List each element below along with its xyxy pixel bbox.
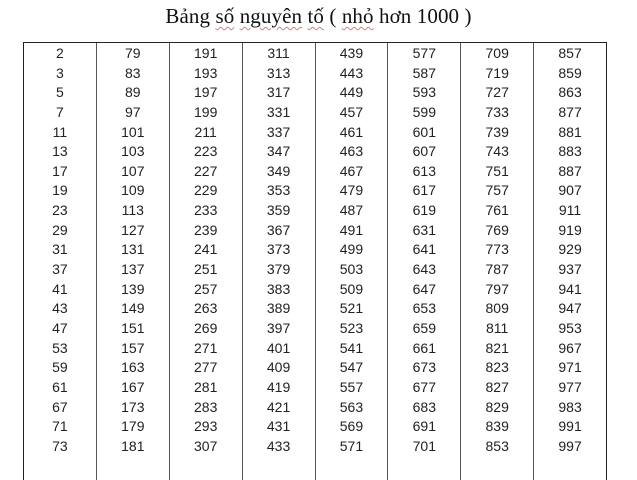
table-cell: 23 — [52, 202, 68, 219]
table-cell: 971 — [558, 359, 582, 376]
table-cell: 73 — [52, 437, 68, 454]
table-cell: 367 — [266, 221, 291, 238]
table-cell: 569 — [339, 418, 364, 435]
table-cell: 179 — [121, 418, 145, 435]
table-cell: 223 — [194, 143, 218, 160]
table-cell: 647 — [412, 280, 436, 297]
table-cell: 487 — [339, 202, 364, 219]
table-column-4 — [243, 43, 316, 480]
table-cell: 227 — [194, 162, 218, 179]
table-cell: 643 — [412, 261, 436, 278]
table-cell: 829 — [485, 398, 509, 415]
table-cell: 37 — [52, 261, 68, 278]
table-cell: 449 — [339, 84, 364, 101]
title-word-bang: Bảng — [165, 4, 216, 28]
table-cell: 331 — [266, 103, 291, 120]
table-cell: 13 — [52, 143, 68, 160]
table-cell: 883 — [558, 143, 582, 160]
table-cell: 571 — [339, 437, 364, 454]
table-cell: 193 — [194, 64, 218, 81]
table-cell: 311 — [267, 45, 290, 61]
table-cell: 353 — [266, 182, 291, 199]
table-cell: 523 — [339, 319, 364, 336]
table-cell: 439 — [339, 45, 364, 61]
table-cell: 607 — [412, 143, 436, 160]
table-cell: 3 — [56, 64, 64, 81]
table-column-2 — [97, 43, 170, 480]
table-cell: 149 — [121, 300, 145, 317]
table-cell: 317 — [266, 84, 291, 101]
title-word-nho: nhỏ — [341, 4, 374, 28]
table-cell: 631 — [412, 221, 436, 238]
table-cell: 127 — [121, 221, 145, 238]
table-cell: 461 — [339, 123, 364, 140]
title-word-to: tố — [307, 4, 325, 28]
table-cell: 443 — [339, 64, 364, 81]
table-cell: 157 — [121, 339, 145, 356]
table-cell: 131 — [121, 241, 145, 258]
table-cell: 859 — [558, 64, 582, 81]
page-title: Bảng số nguyên tố ( nhỏ hơn 1000 ) — [165, 4, 472, 28]
table-cell: 811 — [486, 319, 509, 336]
table-cell: 907 — [558, 182, 582, 199]
table-cell: 41 — [52, 280, 68, 297]
table-column-5 — [316, 43, 389, 480]
table-cell: 163 — [121, 359, 145, 376]
table-column-6 — [388, 43, 461, 480]
table-cell: 53 — [52, 339, 68, 356]
table-cell: 2 — [56, 45, 64, 61]
table-cell: 983 — [558, 398, 582, 415]
table-cell: 947 — [558, 300, 582, 317]
table-cell: 457 — [339, 103, 364, 120]
table-cell: 97 — [125, 103, 141, 120]
table-cell: 601 — [412, 123, 436, 140]
table-cell: 313 — [266, 64, 291, 81]
table-cell: 521 — [339, 300, 364, 317]
table-cell: 263 — [194, 300, 218, 317]
table-cell: 757 — [485, 182, 509, 199]
table-cell: 593 — [412, 84, 436, 101]
table-cell: 71 — [52, 418, 68, 435]
table-cell: 937 — [558, 261, 582, 278]
table-cell: 823 — [485, 359, 509, 376]
table-cell: 509 — [339, 280, 364, 297]
table-cell: 137 — [121, 261, 145, 278]
table-cell: 397 — [266, 319, 291, 336]
table-cell: 5 — [56, 84, 64, 101]
table-cell: 661 — [412, 339, 436, 356]
table-cell: 211 — [194, 123, 217, 140]
table-cell: 751 — [485, 162, 509, 179]
title-word-so: số — [215, 4, 235, 28]
table-cell: 233 — [194, 202, 218, 219]
table-cell: 499 — [339, 241, 364, 258]
table-cell: 7 — [56, 103, 64, 120]
table-cell: 977 — [558, 378, 582, 395]
table-cell: 107 — [121, 162, 145, 179]
table-cell: 389 — [266, 300, 291, 317]
table-cell: 787 — [485, 261, 509, 278]
table-cell: 997 — [558, 437, 582, 454]
table-cell: 433 — [266, 437, 291, 454]
table-cell: 587 — [412, 64, 436, 81]
table-cell: 47 — [52, 319, 68, 336]
table-cell: 409 — [266, 359, 291, 376]
table-cell: 677 — [412, 378, 436, 395]
table-cell: 659 — [412, 319, 436, 336]
table-cell: 419 — [266, 378, 291, 395]
table-cell: 109 — [121, 182, 145, 199]
table-cell: 373 — [266, 241, 291, 258]
table-cell: 113 — [121, 202, 144, 219]
table-cell: 863 — [558, 84, 582, 101]
table-cell: 491 — [339, 221, 364, 238]
table-cell: 31 — [52, 241, 68, 258]
table-cell: 577 — [412, 45, 436, 61]
table-column-3 — [170, 43, 243, 480]
table-cell: 617 — [412, 182, 436, 199]
table-cell: 773 — [485, 241, 509, 258]
table-cell: 11 — [52, 123, 68, 140]
table-cell: 821 — [485, 339, 509, 356]
table-cell: 827 — [485, 378, 509, 395]
table-cell: 727 — [485, 84, 509, 101]
table-cell: 463 — [339, 143, 364, 160]
table-cell: 431 — [266, 418, 291, 435]
table-cell: 877 — [558, 103, 582, 120]
table-cell: 541 — [339, 339, 364, 356]
table-cell: 503 — [339, 261, 364, 278]
table-cell: 557 — [339, 378, 364, 395]
table-cell: 881 — [558, 123, 582, 140]
table-cell: 383 — [266, 280, 291, 297]
table-cell: 953 — [558, 319, 582, 336]
table-cell: 479 — [339, 182, 364, 199]
table-cell: 283 — [194, 398, 218, 415]
table-cell: 337 — [266, 123, 291, 140]
table-cell: 701 — [412, 437, 436, 454]
table-cell: 151 — [121, 319, 145, 336]
table-cell: 839 — [485, 418, 509, 435]
table-cell: 349 — [266, 162, 291, 179]
table-cell: 547 — [339, 359, 364, 376]
table-cell: 733 — [485, 103, 509, 120]
table-cell: 79 — [125, 45, 141, 61]
table-cell: 809 — [485, 300, 509, 317]
table-cell: 991 — [558, 418, 582, 435]
table-cell: 293 — [194, 418, 218, 435]
table-cell: 739 — [485, 123, 509, 140]
table-cell: 691 — [412, 418, 436, 435]
table-cell: 167 — [121, 378, 145, 395]
table-cell: 599 — [412, 103, 436, 120]
prime-numbers-table — [23, 42, 607, 480]
table-cell: 251 — [194, 261, 218, 278]
table-cell: 277 — [194, 359, 218, 376]
table-cell: 857 — [558, 45, 582, 61]
table-cell: 911 — [558, 202, 582, 219]
table-cell: 359 — [266, 202, 291, 219]
table-cell: 683 — [412, 398, 436, 415]
table-cell: 797 — [485, 280, 509, 297]
table-cell: 241 — [194, 241, 218, 258]
table-cell: 197 — [194, 84, 218, 101]
table-column-7 — [461, 43, 534, 480]
title-word-nguyen: nguyên — [239, 4, 303, 28]
table-cell: 941 — [558, 280, 582, 297]
table-cell: 761 — [485, 202, 509, 219]
table-cell: 887 — [558, 162, 582, 179]
table-cell: 191 — [194, 45, 218, 61]
table-cell: 101 — [121, 123, 145, 140]
table-column-1 — [24, 43, 97, 480]
table-cell: 769 — [485, 221, 509, 238]
table-cell: 467 — [339, 162, 364, 179]
table-column-8 — [534, 43, 606, 480]
table-cell: 61 — [52, 378, 68, 395]
table-cell: 139 — [121, 280, 145, 297]
table-cell: 229 — [194, 182, 218, 199]
table-cell: 307 — [194, 437, 218, 454]
table-cell: 43 — [52, 300, 68, 317]
table-cell: 19 — [52, 182, 68, 199]
table-cell: 929 — [558, 241, 582, 258]
table-cell: 653 — [412, 300, 436, 317]
table-cell: 401 — [266, 339, 291, 356]
table-cell: 239 — [194, 221, 218, 238]
table-cell: 673 — [412, 359, 436, 376]
table-cell: 269 — [194, 319, 218, 336]
table-cell: 613 — [412, 162, 436, 179]
table-cell: 919 — [558, 221, 582, 238]
table-cell: 17 — [52, 162, 68, 179]
table-cell: 271 — [194, 339, 218, 356]
table-cell: 257 — [194, 280, 218, 297]
table-cell: 173 — [121, 398, 145, 415]
table-cell: 619 — [412, 202, 436, 219]
table-cell: 347 — [266, 143, 291, 160]
table-cell: 281 — [194, 378, 218, 395]
table-cell: 83 — [125, 64, 141, 81]
table-cell: 379 — [266, 261, 291, 278]
table-cell: 709 — [485, 45, 509, 61]
table-cell: 719 — [485, 64, 509, 81]
table-cell: 421 — [266, 398, 291, 415]
table-cell: 103 — [121, 143, 145, 160]
table-cell: 181 — [121, 437, 145, 454]
table-cell: 641 — [412, 241, 436, 258]
table-cell: 967 — [558, 339, 582, 356]
table-cell: 89 — [125, 84, 141, 101]
table-cell: 743 — [485, 143, 509, 160]
table-cell: 563 — [339, 398, 364, 415]
table-cell: 29 — [52, 221, 68, 238]
table-cell: 853 — [485, 437, 509, 454]
table-cell: 59 — [52, 359, 68, 376]
table-cell: 67 — [52, 398, 68, 415]
table-cell: 199 — [194, 103, 218, 120]
